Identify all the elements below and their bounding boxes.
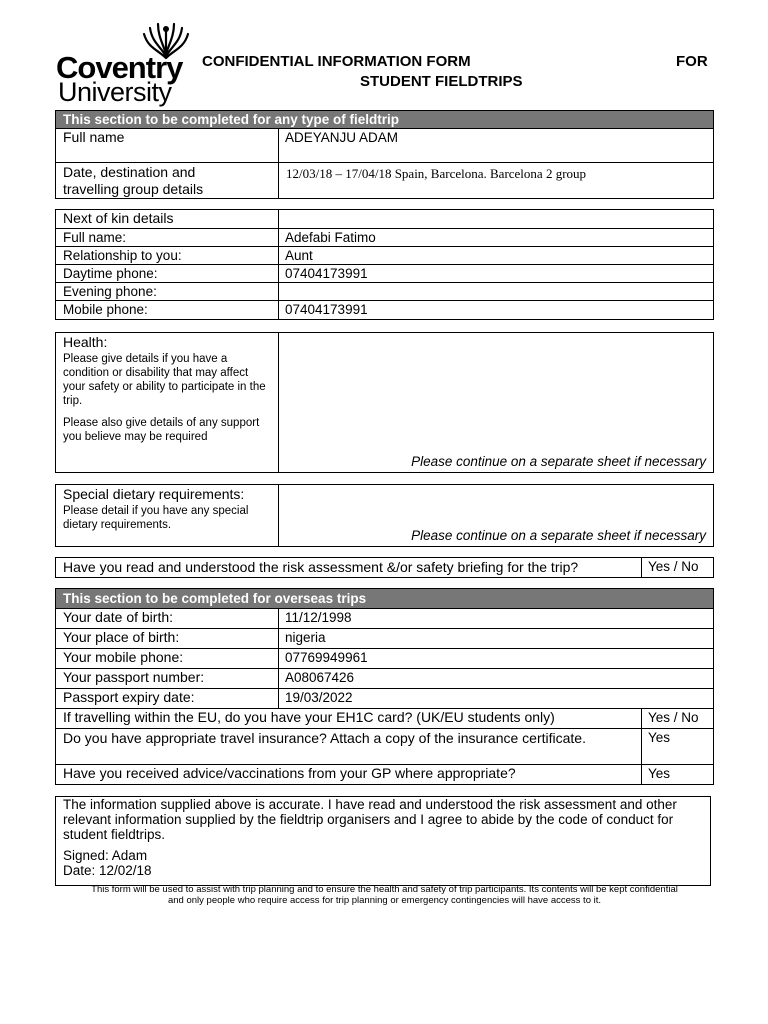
dietary-table: [55, 484, 714, 547]
dietary-details-field[interactable]: [279, 485, 714, 547]
trip-details-label-line2: travelling group details: [63, 181, 204, 197]
kin-full-name-value[interactable]: Adefabi Fatimo: [279, 229, 714, 247]
mobile-phone-value[interactable]: 07769949961: [279, 649, 714, 669]
general-section-table: [55, 110, 714, 199]
date-of-birth-value[interactable]: 11/12/1998: [279, 609, 714, 629]
confidentiality-footer: [55, 884, 714, 906]
full-name-label: Full name: [56, 129, 279, 163]
footer-line2: and only people who require access for trip planning or emergency contingencies will have access to it.: [167, 895, 601, 906]
trip-details-label: [56, 163, 279, 199]
kin-evening-phone-label: Evening phone:: [56, 283, 279, 301]
health-title: Health:: [63, 334, 108, 350]
place-of-birth-label: Your place of birth:: [56, 629, 279, 649]
logo-wordmark-coventry: Coventry: [56, 50, 183, 85]
next-of-kin-title: Next of kin details: [56, 210, 279, 229]
form-title-line2: STUDENT FIELDTRIPS: [360, 73, 523, 90]
declaration-box: [55, 796, 711, 886]
form-title-line1: CONFIDENTIAL INFORMATION FORM: [202, 53, 471, 70]
insurance-answer[interactable]: Yes: [642, 729, 714, 765]
insurance-question: Do you have appropriate travel insurance? Attach a copy of the insurance certificate.: [56, 729, 642, 765]
vaccination-question: Have you received advice/vaccinations from your GP where appropriate?: [56, 765, 642, 785]
section-header-overseas: This section to be completed for overseas trips: [56, 589, 714, 609]
health-continue-note: Please continue on a separate sheet if necessary: [411, 454, 706, 469]
eh1c-answer[interactable]: Yes / No: [642, 709, 714, 729]
declaration-text: The information supplied above is accurate. I have read and understood the risk assessment and other relevant information supplied by the fieldtrip organisers and I agree to abide by the code of conduct for student fieldtrips.: [63, 797, 677, 842]
place-of-birth-value[interactable]: nigeria: [279, 629, 714, 649]
next-of-kin-table: [55, 209, 714, 320]
health-table: [55, 332, 714, 473]
mobile-phone-label: Your mobile phone:: [56, 649, 279, 669]
signed-field[interactable]: Signed: Adam: [63, 848, 148, 863]
section-header-general: This section to be completed for any type of fieldtrip: [56, 111, 714, 129]
dietary-description: Please detail if you have any special dietary requirements.: [63, 505, 249, 531]
kin-relationship-value[interactable]: Aunt: [279, 247, 714, 265]
vaccination-answer[interactable]: Yes: [642, 765, 714, 785]
passport-number-label: Your passport number:: [56, 669, 279, 689]
passport-number-value[interactable]: A08067426: [279, 669, 714, 689]
risk-assessment-answer[interactable]: Yes / No: [642, 558, 714, 578]
form-title-for: FOR: [676, 53, 708, 70]
trip-details-value[interactable]: 12/03/18 – 17/04/18 Spain, Barcelona. Barcelona 2 group: [279, 163, 714, 199]
date-of-birth-label: Your date of birth:: [56, 609, 279, 629]
health-support-description: Please also give details of any support you believe may be required: [63, 417, 260, 443]
risk-assessment-table: [55, 557, 714, 578]
health-details-field[interactable]: [279, 333, 714, 473]
kin-mobile-phone-label: Mobile phone:: [56, 301, 279, 320]
dietary-continue-note: Please continue on a separate sheet if necessary: [411, 528, 706, 543]
trip-details-label-line1: Date, destination and: [63, 164, 196, 180]
passport-expiry-label: Passport expiry date:: [56, 689, 279, 709]
risk-assessment-question: Have you read and understood the risk assessment &/or safety briefing for the trip?: [56, 558, 642, 578]
logo-wordmark-university: University: [58, 77, 172, 107]
eh1c-question: If travelling within the EU, do you have your EH1C card? (UK/EU students only): [56, 709, 642, 729]
date-field[interactable]: Date: 12/02/18: [63, 863, 152, 878]
next-of-kin-title-value: [279, 210, 714, 229]
kin-full-name-label: Full name:: [56, 229, 279, 247]
overseas-section-table: [55, 588, 714, 785]
passport-expiry-value[interactable]: 19/03/2022: [279, 689, 714, 709]
dietary-label-cell: [56, 485, 279, 547]
kin-daytime-phone-label: Daytime phone:: [56, 265, 279, 283]
health-label-cell: [56, 333, 279, 473]
kin-daytime-phone-value[interactable]: 07404173991: [279, 265, 714, 283]
health-description: Please give details if you have a condition or disability that may affect your safety or ability to participate in the trip.: [63, 353, 266, 407]
full-name-value[interactable]: ADEYANJU ADAM: [279, 129, 714, 163]
footer-line1: This form will be used to assist with trip planning and to ensure the health and safety of trip participants. Its contents will be kept confidential: [91, 884, 678, 895]
kin-evening-phone-value[interactable]: [279, 283, 714, 301]
dietary-title: Special dietary requirements:: [63, 486, 245, 502]
kin-relationship-label: Relationship to you:: [56, 247, 279, 265]
kin-mobile-phone-value[interactable]: 07404173991: [279, 301, 714, 320]
